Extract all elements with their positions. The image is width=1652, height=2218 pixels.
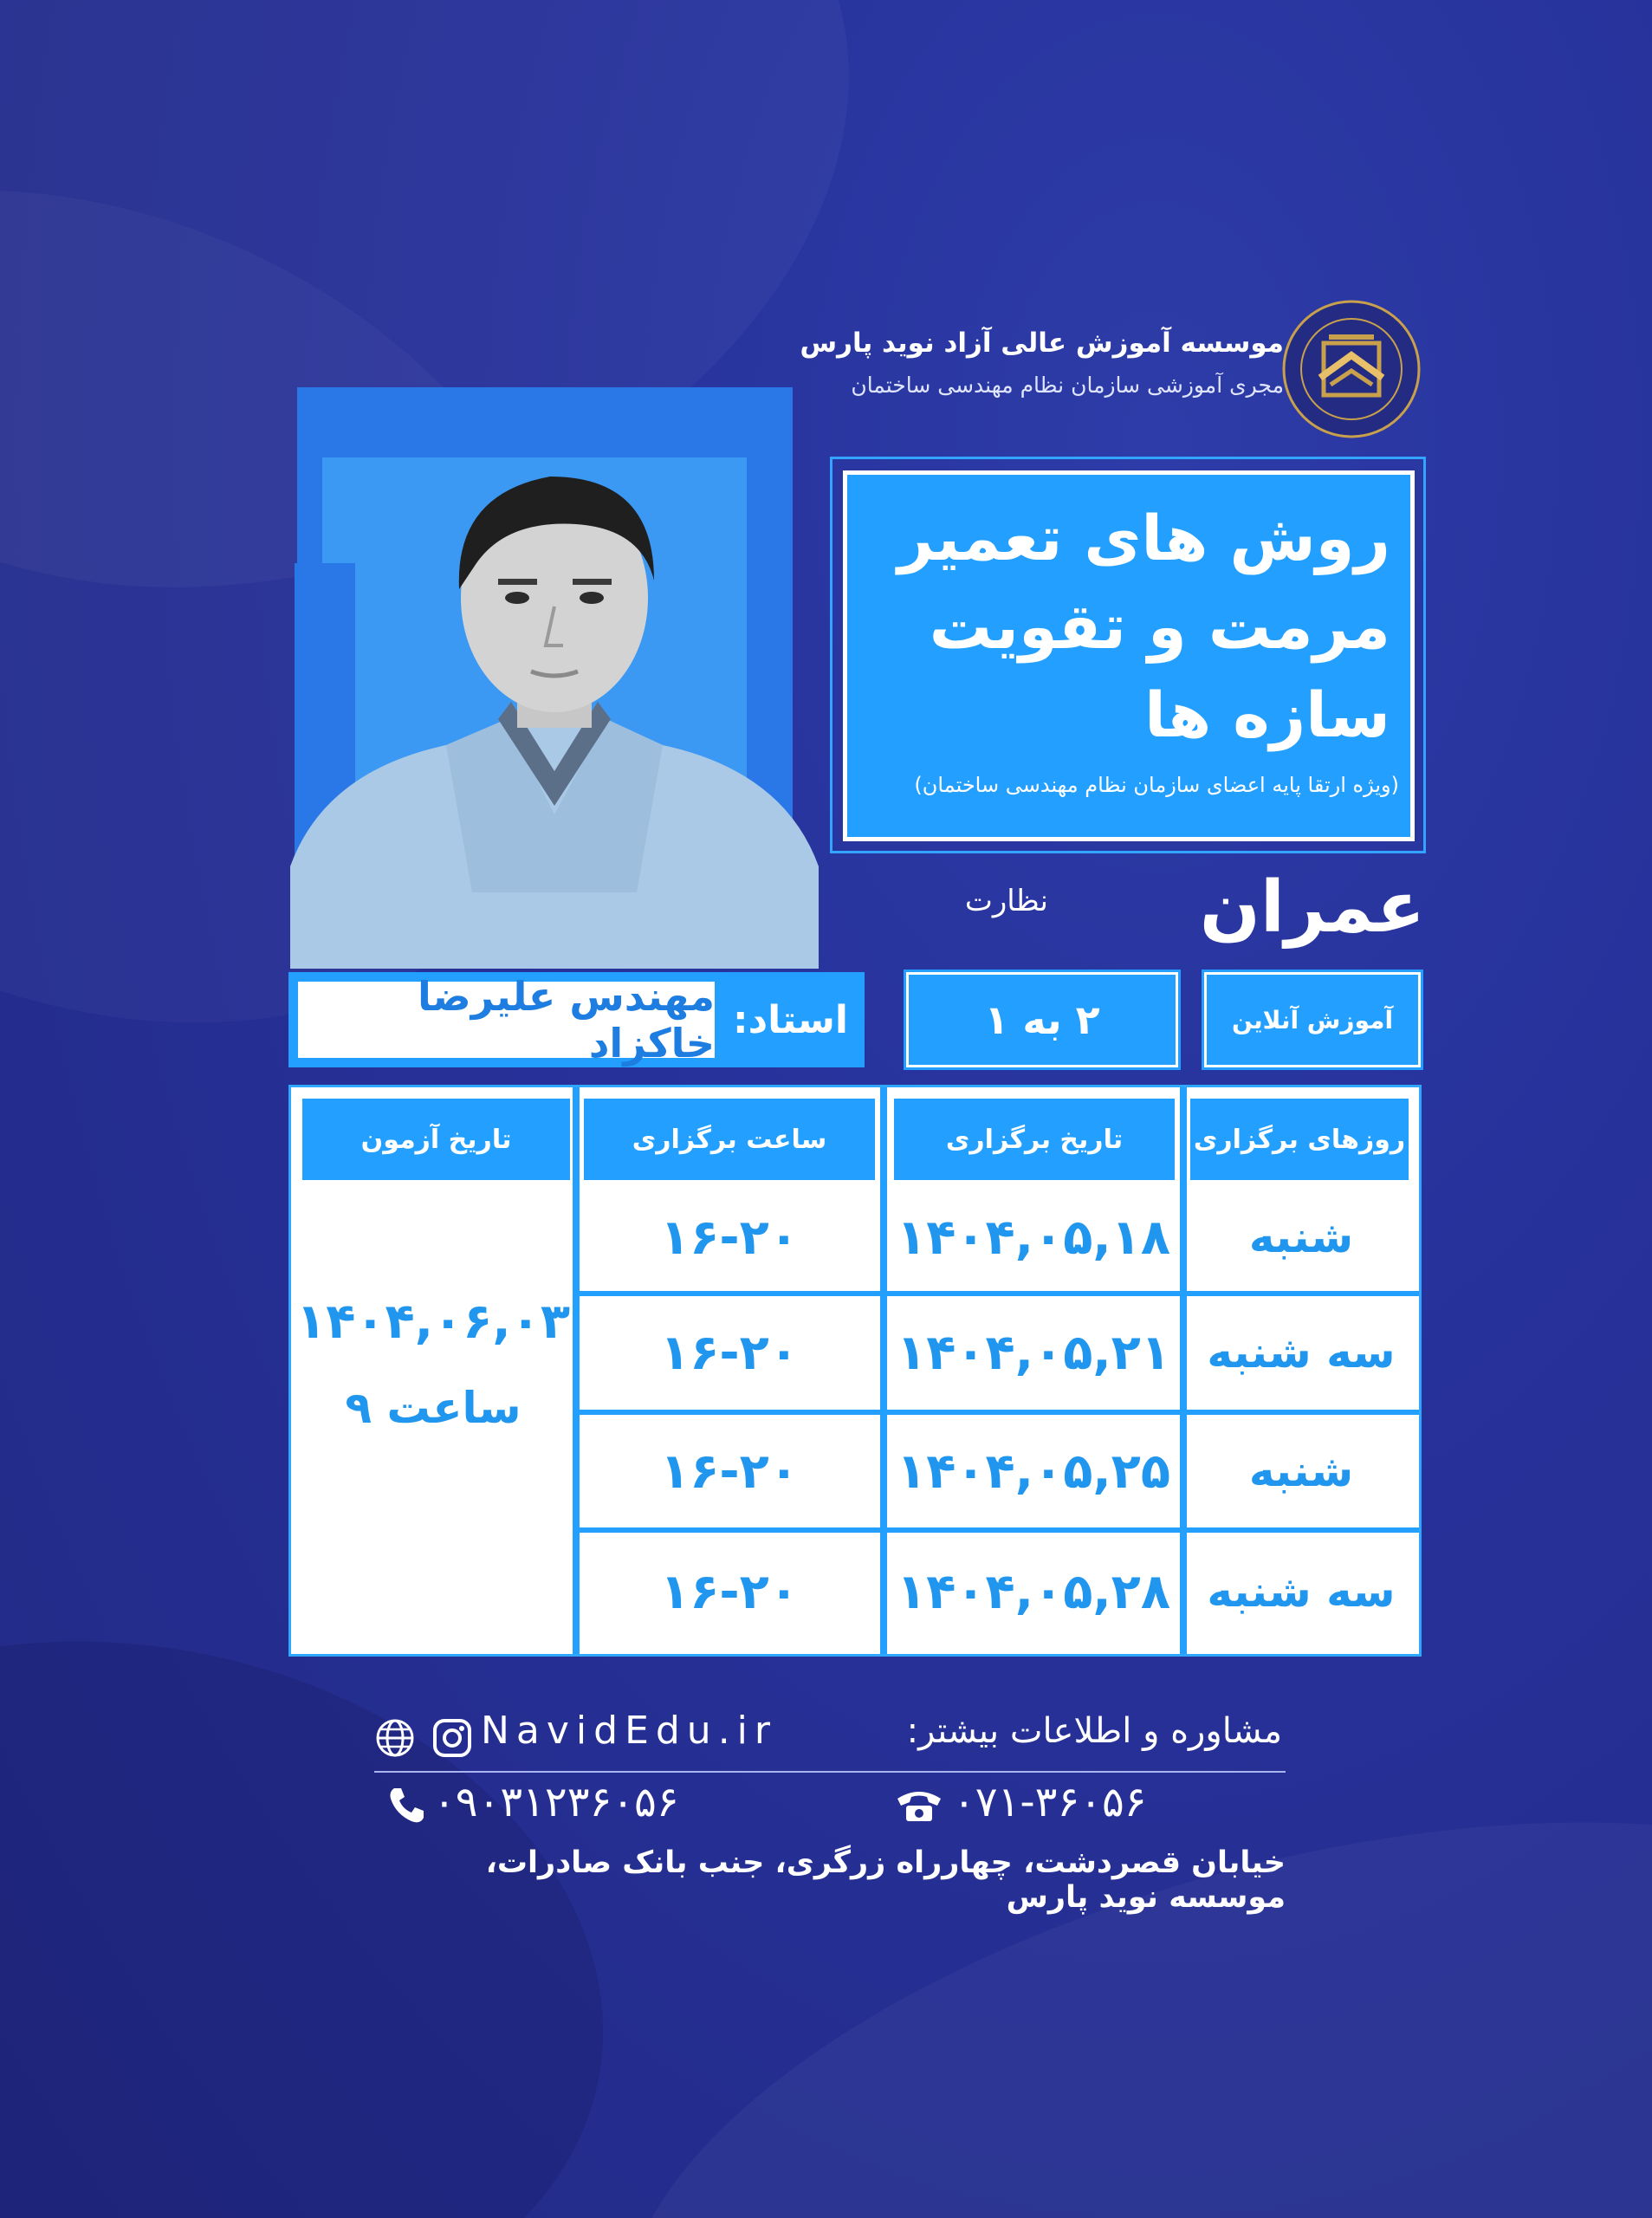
field: نظارت — [964, 884, 1048, 918]
phone-icon — [385, 1785, 427, 1826]
mode-badge: آموزش آنلاین — [1204, 972, 1421, 1067]
table-row-divider — [577, 1410, 1419, 1415]
course-note: (ویژه ارتقا پایه اعضای سازمان نظام مهندسی ساختمان) — [914, 773, 1399, 797]
teacher-box — [288, 972, 865, 1067]
header-days: روزهای برگزاری — [1188, 1096, 1411, 1183]
teacher-name: مهندس علیرضا خاکزاد — [298, 982, 715, 1058]
course-title — [853, 494, 1390, 759]
navid-logo-icon — [1280, 298, 1422, 440]
address: خیابان قصردشت، چهارراه زرگری، جنب بانک صادرات، موسسه نوید پارس — [485, 1845, 1286, 1915]
cell-day: شنبه — [1187, 1184, 1416, 1290]
institute-name: موسسه آموزش عالی آزاد نوید پارس — [800, 328, 1284, 359]
teacher-photo — [290, 459, 819, 969]
discipline: عمران — [1199, 866, 1425, 949]
course-title-line-2: مرمت و تقویت — [929, 590, 1390, 663]
course-title-line-3: سازه ها — [1144, 678, 1390, 751]
institute-subtitle: مجری آموزشی سازمان نظام مهندسی ساختمان — [851, 373, 1284, 398]
table-divider — [880, 1087, 887, 1654]
telephone-icon — [894, 1785, 944, 1825]
table-row-divider — [577, 1527, 1419, 1533]
instagram-icon — [431, 1717, 473, 1759]
header-date: تاریخ برگزاری — [891, 1096, 1177, 1183]
exam-time: ساعت ۹ — [295, 1365, 572, 1451]
header-exam: تاریخ آزمون — [300, 1096, 573, 1183]
mobile-phone[interactable]: ۰۹۰۳۱۲۳۶۰۵۶ — [433, 1778, 679, 1826]
cell-day: شنبه — [1187, 1416, 1416, 1527]
table-divider — [1180, 1087, 1187, 1654]
table-divider — [573, 1087, 580, 1654]
footer-divider — [374, 1771, 1286, 1773]
ratio-badge: ۲ به ۱ — [906, 972, 1178, 1067]
cell-time: ۱۶-۲۰ — [580, 1297, 878, 1408]
course-title-line-1: روش های تعمیر — [897, 502, 1390, 574]
cell-day: سه شنبه — [1187, 1297, 1416, 1408]
cell-time: ۱۶-۲۰ — [580, 1534, 878, 1650]
website-link[interactable]: NavidEdu.ir — [481, 1709, 777, 1753]
cell-date: ۱۴۰۴,۰۵,۲۸ — [889, 1534, 1178, 1650]
cell-date: ۱۴۰۴,۰۵,۲۱ — [889, 1297, 1178, 1408]
cell-date: ۱۴۰۴,۰۵,۱۸ — [889, 1184, 1178, 1290]
exam-date: ۱۴۰۴,۰۶,۰۳ — [295, 1278, 572, 1365]
consult-label: مشاوره و اطلاعات بیشتر: — [906, 1711, 1282, 1751]
cell-day: سه شنبه — [1187, 1534, 1416, 1650]
teacher-label: استاد: — [733, 997, 849, 1042]
header-time: ساعت برگزاری — [581, 1096, 878, 1183]
schedule-table — [288, 1085, 1422, 1657]
office-phone[interactable]: ۰۷۱-۳۶۰۵۶ — [953, 1778, 1147, 1826]
globe-icon — [374, 1717, 416, 1759]
table-row-divider — [577, 1291, 1419, 1296]
cell-date: ۱۴۰۴,۰۵,۲۵ — [889, 1416, 1178, 1527]
cell-time: ۱۶-۲۰ — [580, 1184, 878, 1290]
cell-time: ۱۶-۲۰ — [580, 1416, 878, 1527]
